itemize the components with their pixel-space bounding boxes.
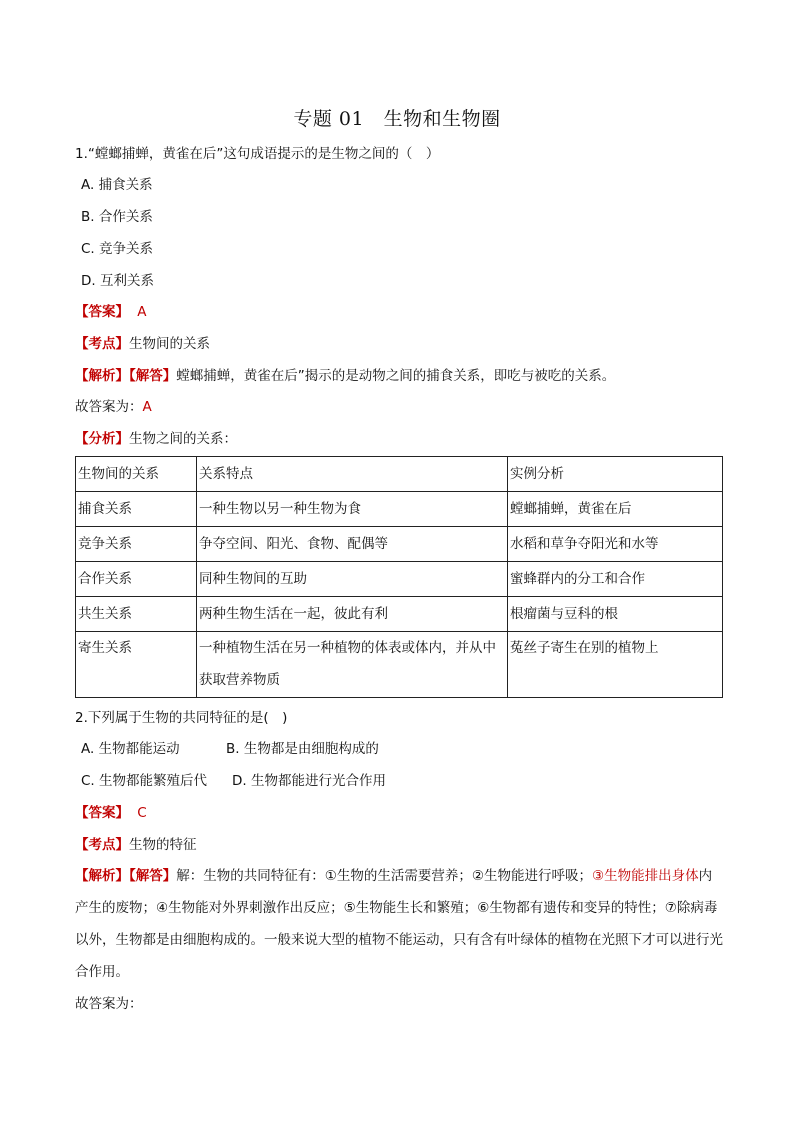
table-row [76,562,723,597]
q1-analysis [75,366,615,386]
table-row [76,597,723,632]
q2-option-d: D. 生物都能进行光合作用 [232,773,386,789]
q2-options-row-2 [81,771,386,791]
table-cell: 寄生关系 [76,632,197,698]
q1-fenxi [75,429,237,449]
table-cell: 同种生物间的互助 [197,562,508,597]
point-tag: 【考点】 [75,837,129,853]
table-cell: 两种生物生活在一起，彼此有利 [197,597,508,632]
table-header-row [76,457,723,492]
q2-answer [75,803,147,823]
page-title: 专题 01 生物和生物圈 [293,108,501,130]
fenxi-text: 生物之间的关系： [129,431,237,447]
table-row [76,492,723,527]
q1-option-a: A. 捕食关系 [81,177,153,193]
analysis-text-b: 内产生的废物；④生物能对外界刺激作出反应；⑤生物能生长和繁殖；⑥生物都有遗传和变异的特性；⑦除病毒以外，生物都是由细胞构成的。一般来说大型的植物不能运动，只有含有叶绿体的植物在光照下才可以进行光合作用。 [75,868,723,980]
answer-tag: 【答案】 [75,304,129,320]
fenxi-tag: 【分析】 [75,431,129,447]
analysis-tag: 【解析】【解答】 [75,868,177,884]
table-row [76,527,723,562]
table-cell: 共生关系 [76,597,197,632]
table-cell: 合作关系 [76,562,197,597]
q2-option-a: A. 生物都能运动 [81,741,180,757]
question-1-stem: 1.“螳螂捕蝉，黄雀在后”这句成语提示的是生物之间的（ ） [75,146,440,162]
analysis-text-a: 解：生物的共同特征有：①生物的生活需要营养；②生物能进行呼吸； [176,868,592,884]
q2-point [75,835,197,855]
answer-tag: 【答案】 [75,805,129,821]
q1-option-d: D. 互利关系 [81,273,154,289]
table-cell: 菟丝子寄生在别的植物上 [508,632,723,698]
table-cell: 捕食关系 [76,492,197,527]
point-value: 生物间的关系 [129,336,210,352]
conclusion-value: A [142,399,152,415]
table-cell: 根瘤菌与豆科的根 [508,597,723,632]
q1-answer [75,302,147,322]
q1-option-b: B. 合作关系 [81,209,153,225]
conclusion-prefix: 故答案为： [75,399,143,415]
point-tag: 【考点】 [75,336,129,352]
table-cell: 一种植物生活在另一种植物的体表或体内，并从中获取营养物质 [197,632,508,698]
table-cell: 一种生物以另一种生物为食 [197,492,508,527]
table-cell: 蜜蜂群内的分工和合作 [508,562,723,597]
analysis-tag: 【解析】【解答】 [75,368,177,384]
q2-options-row-1 [81,739,379,759]
answer-value: A [137,304,147,320]
q2-analysis [75,860,725,988]
table-header: 生物间的关系 [76,457,197,492]
q1-point [75,334,210,354]
analysis-text: 螳螂捕蝉，黄雀在后”揭示的是动物之间的捕食关系，即吃与被吃的关系。 [176,368,616,384]
table-row [76,632,723,698]
table-header: 实例分析 [508,457,723,492]
q1-conclusion [75,397,152,417]
q1-option-c: C. 竞争关系 [81,241,154,257]
table-cell: 竞争关系 [76,527,197,562]
table-header: 关系特点 [197,457,508,492]
q2-option-c: C. 生物都能繁殖后代 [81,773,208,789]
answer-value: C [137,805,147,821]
table-cell: 水稻和草争夺阳光和水等 [508,527,723,562]
analysis-text-highlight: ③生物能排出身体 [591,868,699,884]
relationship-table [75,456,723,698]
q2-option-b: B. 生物都是由细胞构成的 [226,741,379,757]
point-value: 生物的特征 [129,837,197,853]
table-cell: 螳螂捕蝉，黄雀在后 [508,492,723,527]
question-2-stem: 2.下列属于生物的共同特征的是( ) [75,710,288,726]
q2-conclusion: 故答案为： [75,996,143,1012]
table-cell: 争夺空间、阳光、食物、配偶等 [197,527,508,562]
